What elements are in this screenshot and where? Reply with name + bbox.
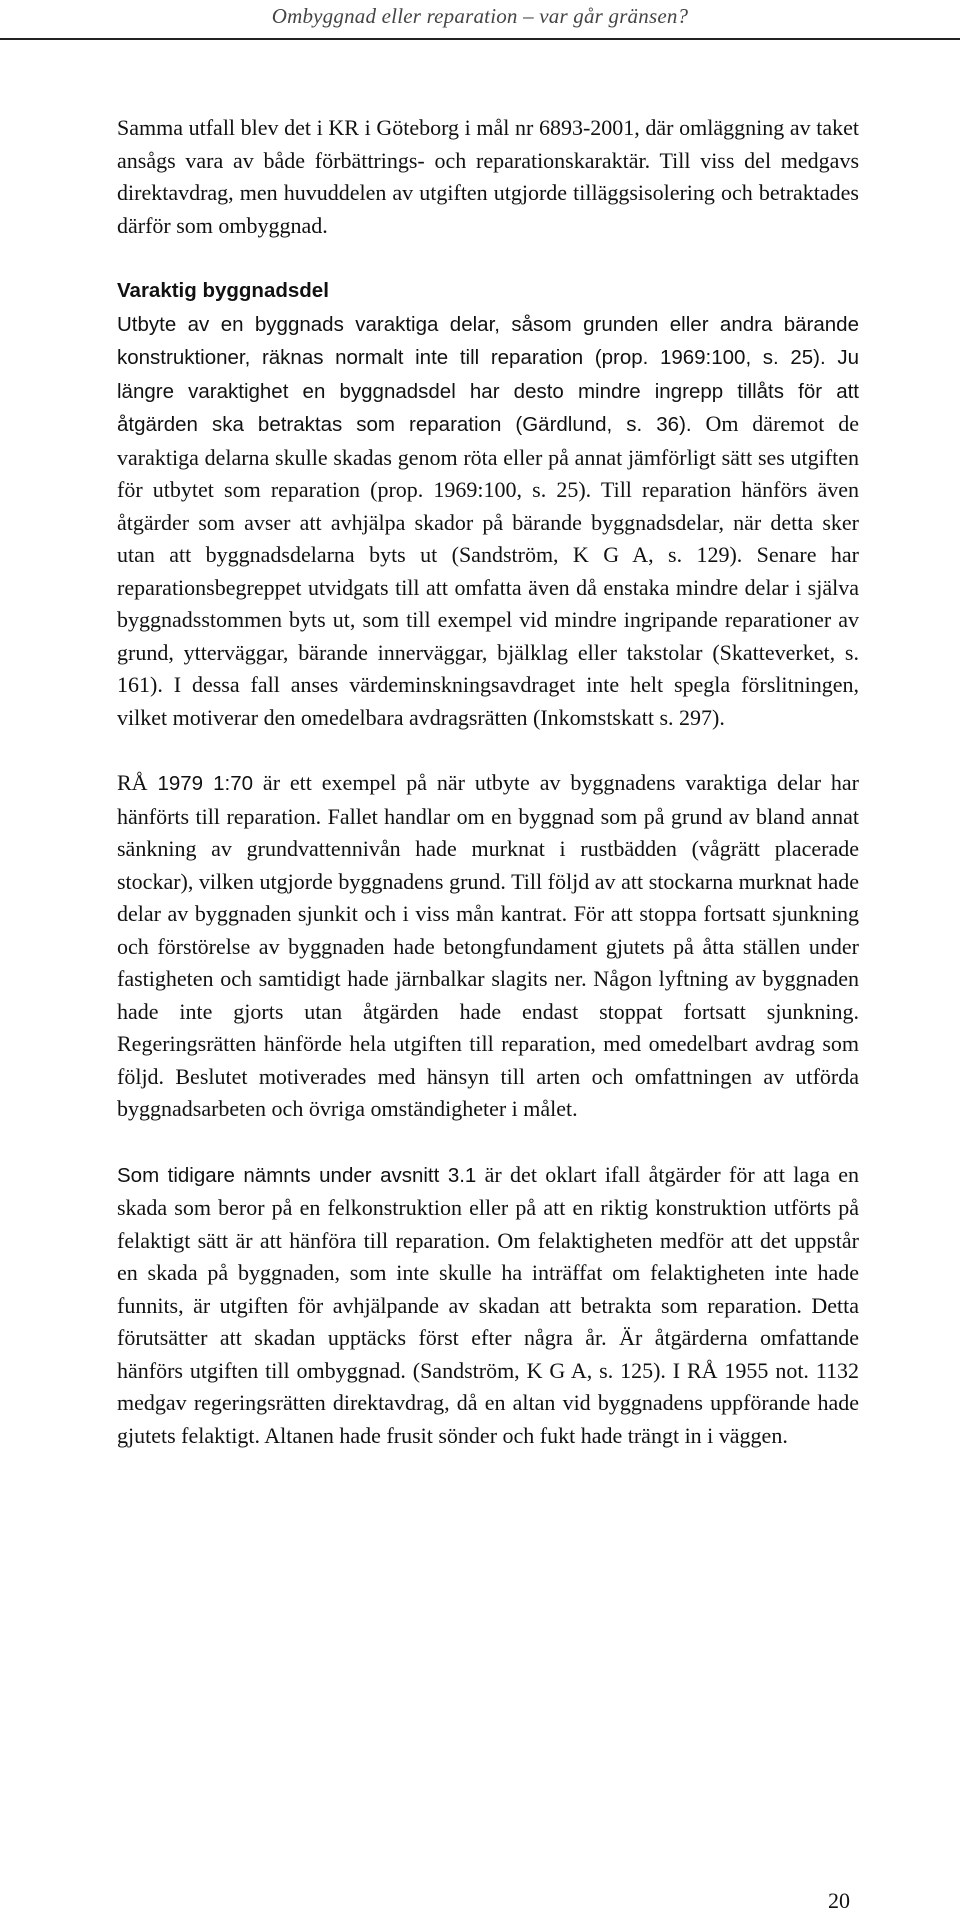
paragraph-ra-1979-reference: 1979 1:70 (157, 772, 254, 795)
paragraph-varaktig (117, 308, 859, 735)
page-body (117, 112, 859, 1452)
paragraph-ra-1979-body: är ett exempel på när utbyte av byggnadens varaktiga delar har hänförts till reparation. Fallet handlar om en byggnad som på grund av bland annat sänkning av grundvattennivån hade murknat i rustbädden (vågrätt placerade stockar), vilken utgjorde byggnadens grund. Till följd av att stockarna murknat hade delar av byggnaden sjunkit och i viss mån kantrat. För att stoppa fortsatt sjunkning och förstörelse av byggnaden hade betongfundament gjutets på åtta ställen under fastigheten och samtidigt hade järnbalkar slagits ner. Någon lyftning av byggnaden hade inte gjorts utan åtgärden hade endast stoppat fortsatt sjunkning. Regeringsrätten hänförde hela utgiften till reparation, med omedelbart avdrag som följd. Beslutet motiverades med hänsyn till arten och omfattningen av utförda byggnadsarbeten och övriga omständigheter i målet. (117, 770, 860, 1121)
section-heading: Varaktig byggnadsdel (117, 279, 329, 302)
paragraph-varaktig-part-2: Om däremot de varaktiga delarna skulle skadas genom röta eller på annat jämförligt sätt ses utgiften för utbytet som reparation (prop. 1969:100, s. 25). Till reparation hänförs även åtgärder som avser att avhjälpa skador på bärande byggnadsdelar, när detta sker utan att byggnadsdelarna byts ut (Sandström, K G A, s. 129). Senare har reparationsbegreppet utvidgats till att omfatta även då enstaka mindre delar i själva byggnadsstommen byts ut, som till exempel vid mindre ingripande reparationer av grund, ytterväggar, bärande innerväggar, bjälklag eller takstolar (Skatteverket, s. 161). I dessa fall anses värdeminskningsavdraget inte helt spegla förslitningen, vilket motiverar den omedelbara avdragsrätten (Inkomstskatt s. 297). (117, 411, 859, 730)
paragraph-felkonstruktion-part-1: Som tidigare nämnts under avsnitt 3.1 (117, 1163, 477, 1187)
paragraph-ra-1979 (117, 767, 859, 1126)
paragraph-ra-1979-prefix: RÅ (117, 770, 158, 795)
section-varaktig-byggnadsdel (117, 275, 859, 734)
header-divider (0, 38, 960, 40)
paragraph-felkonstruktion (117, 1159, 859, 1453)
paragraph-kr-goteborg: Samma utfall blev det i KR i Göteborg i mål nr 6893-2001, där omläggning av taket ansågs vara av både förbättrings- och reparationskaraktär. Till viss del medgavs direktavdrag, men huvuddelen av utgiften utgjorde tilläggsisolering och betraktades därför som ombyggnad. (117, 115, 859, 238)
paragraph-felkonstruktion-part-2: är det oklart ifall åtgärder för att laga en skada som beror på en felkonstruktion eller på att en riktig konstruktion utförts på felaktigt sätt är att hänföra till reparation. Om felaktigheten medför att det uppstår en skada på byggnaden, som inte skulle ha inträffat om felaktigheten inte hade funnits, är utgiften för avhjälpande av skadan att betrakta som reparation. Detta förutsätter att skadan upptäcks först efter några år. Är åtgärderna omfattande hänförs utgiften till ombyggnad. (Sandström, K G A, s. 125). I RÅ 1955 not. 1132 medgav regeringsrätten direktavdrag, då en altan vid byggnadens uppförande hade gjutets felaktigt. Altanen hade frusit sönder och fukt hade trängt in i väggen. (117, 1161, 859, 1448)
paragraph-varaktig-part-1: Utbyte av en byggnads varaktiga delar, såsom grunden eller andra bärande konstruktioner, räknas normalt inte till reparation (prop. 1969:100, s. 25). Ju längre varaktighet en byggnadsdel har desto mindre ingrepp tillåts för att åtgärden ska betraktas som reparation (Gärdlund, s. 36). (117, 312, 859, 436)
running-header: Ombyggnad eller reparation – var går gränsen? (271, 4, 689, 28)
page-number: 20 (828, 1888, 850, 1913)
